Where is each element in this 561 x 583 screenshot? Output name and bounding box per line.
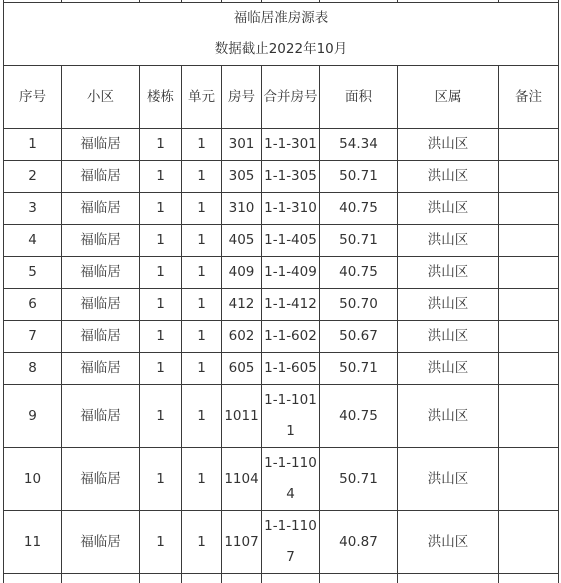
- cell-note: [499, 257, 559, 289]
- cell-community: 福临居: [62, 385, 140, 448]
- table-row: [4, 574, 559, 583]
- cell-room: 409: [222, 257, 262, 289]
- cell-building: 1: [140, 511, 182, 574]
- cell-community: 福临居: [62, 161, 140, 193]
- cell-area: 50.71: [320, 161, 398, 193]
- cell-no: 11: [4, 511, 62, 574]
- cell-note: [499, 225, 559, 257]
- table-body: [4, 0, 559, 583]
- cell-community: 福临居: [62, 193, 140, 225]
- cell-note: [499, 448, 559, 511]
- cell-unit: 1: [182, 129, 222, 161]
- cell-district: 洪山区: [398, 193, 499, 225]
- cell-building: 1: [140, 385, 182, 448]
- cell-building: 1: [140, 225, 182, 257]
- cell-note: [499, 321, 559, 353]
- table-row: [4, 257, 559, 289]
- cell-no: 2: [4, 161, 62, 193]
- cell-district: 洪山区: [398, 161, 499, 193]
- header-cell-no: 序号: [4, 66, 62, 129]
- cell-room: 301: [222, 129, 262, 161]
- cell-area: 50.71: [320, 448, 398, 511]
- table-row: [4, 321, 559, 353]
- header-cell-merged: 合并房号: [262, 66, 320, 129]
- cell-unit: 1: [182, 353, 222, 385]
- cell-merged: 1-1-405: [262, 225, 320, 257]
- cell-room: 310: [222, 193, 262, 225]
- cell-merged: 1-1-602: [262, 321, 320, 353]
- cell-note: [499, 353, 559, 385]
- table-row: [4, 448, 559, 511]
- cell-no: 10: [4, 448, 62, 511]
- header-row: [4, 66, 559, 129]
- cell-merged: 1-1-605: [262, 353, 320, 385]
- cell-building: 1: [140, 257, 182, 289]
- cell-no: 1: [4, 129, 62, 161]
- cell-community: [62, 574, 140, 583]
- header-cell-area: 面积: [320, 66, 398, 129]
- cell-note: [499, 161, 559, 193]
- cell-area: 50.67: [320, 321, 398, 353]
- cell-community: 福临居: [62, 448, 140, 511]
- cell-building: 1: [140, 129, 182, 161]
- table-row: [4, 511, 559, 574]
- cell-district: 洪山区: [398, 225, 499, 257]
- cell-district: 洪山区: [398, 129, 499, 161]
- subtitle-row: [4, 34, 559, 66]
- cell-community: 福临居: [62, 257, 140, 289]
- cell-district: 洪山区: [398, 385, 499, 448]
- cell-merged: 1-1-305: [262, 161, 320, 193]
- cell-unit: 1: [182, 289, 222, 321]
- cell-community: 福临居: [62, 289, 140, 321]
- cell-note: [499, 574, 559, 583]
- cell-district: [398, 574, 499, 583]
- cell-area: 50.71: [320, 225, 398, 257]
- cell-room: 605: [222, 353, 262, 385]
- cell-note: [499, 511, 559, 574]
- cell-no: 6: [4, 289, 62, 321]
- cell-area: 50.71: [320, 353, 398, 385]
- cell-no: 8: [4, 353, 62, 385]
- table-row: [4, 129, 559, 161]
- table-row: [4, 289, 559, 321]
- cell-area: [320, 574, 398, 583]
- cell-unit: 1: [182, 385, 222, 448]
- cell-unit: 1: [182, 257, 222, 289]
- cell-merged: 1-1-301: [262, 129, 320, 161]
- cell-no: 9: [4, 385, 62, 448]
- cell-community: 福临居: [62, 225, 140, 257]
- cell-district: 洪山区: [398, 257, 499, 289]
- cell-district: 洪山区: [398, 321, 499, 353]
- cell-merged: 1-1-1104: [262, 448, 320, 511]
- cell-note: [499, 289, 559, 321]
- table-row: [4, 193, 559, 225]
- cell-area: 54.34: [320, 129, 398, 161]
- cell-no: [4, 574, 62, 583]
- cell-unit: 1: [182, 448, 222, 511]
- cell-room: [222, 574, 262, 583]
- cell-community: 福临居: [62, 353, 140, 385]
- header-cell-room: 房号: [222, 66, 262, 129]
- cell-community: 福临居: [62, 511, 140, 574]
- cell-no: 7: [4, 321, 62, 353]
- cell-community: 福临居: [62, 321, 140, 353]
- cell-building: 1: [140, 161, 182, 193]
- cell-district: 洪山区: [398, 511, 499, 574]
- cell-room: 412: [222, 289, 262, 321]
- table-row: [4, 385, 559, 448]
- cell-room: 405: [222, 225, 262, 257]
- cell-building: [140, 574, 182, 583]
- cell-building: 1: [140, 321, 182, 353]
- cell-area: 40.75: [320, 385, 398, 448]
- cell-no: 5: [4, 257, 62, 289]
- cell-no: 3: [4, 193, 62, 225]
- cell-merged: 1-1-412: [262, 289, 320, 321]
- cell-building: 1: [140, 353, 182, 385]
- table-subtitle: 数据截止2022年10月: [4, 34, 559, 66]
- table-row: [4, 225, 559, 257]
- cell-note: [499, 129, 559, 161]
- header-cell-district: 区属: [398, 66, 499, 129]
- cell-area: 40.75: [320, 257, 398, 289]
- cell-unit: [182, 574, 222, 583]
- cell-room: 305: [222, 161, 262, 193]
- cell-building: 1: [140, 193, 182, 225]
- header-cell-community: 小区: [62, 66, 140, 129]
- cell-unit: 1: [182, 161, 222, 193]
- cell-room: 1107: [222, 511, 262, 574]
- table-row: [4, 353, 559, 385]
- table-row: [4, 161, 559, 193]
- cell-unit: 1: [182, 193, 222, 225]
- cell-room: 1011: [222, 385, 262, 448]
- cell-note: [499, 193, 559, 225]
- cell-district: 洪山区: [398, 448, 499, 511]
- table-title: 福临居准房源表: [4, 3, 559, 35]
- cell-unit: 1: [182, 511, 222, 574]
- cell-community: 福临居: [62, 129, 140, 161]
- header-cell-note: 备注: [499, 66, 559, 129]
- header-cell-unit: 单元: [182, 66, 222, 129]
- cell-room: 602: [222, 321, 262, 353]
- cell-building: 1: [140, 289, 182, 321]
- cell-area: 40.75: [320, 193, 398, 225]
- cell-note: [499, 385, 559, 448]
- cell-merged: 1-1-1011: [262, 385, 320, 448]
- cell-area: 40.87: [320, 511, 398, 574]
- cell-merged: 1-1-310: [262, 193, 320, 225]
- header-cell-building: 楼栋: [140, 66, 182, 129]
- cell-building: 1: [140, 448, 182, 511]
- cell-merged: 1-1-1107: [262, 511, 320, 574]
- cell-district: 洪山区: [398, 289, 499, 321]
- housing-source-table: [3, 0, 559, 583]
- cell-merged: 1-1-409: [262, 257, 320, 289]
- cell-district: 洪山区: [398, 353, 499, 385]
- cell-room: 1104: [222, 448, 262, 511]
- cell-unit: 1: [182, 321, 222, 353]
- cell-area: 50.70: [320, 289, 398, 321]
- title-row: [4, 3, 559, 35]
- cell-merged: [262, 574, 320, 583]
- cell-no: 4: [4, 225, 62, 257]
- cell-unit: 1: [182, 225, 222, 257]
